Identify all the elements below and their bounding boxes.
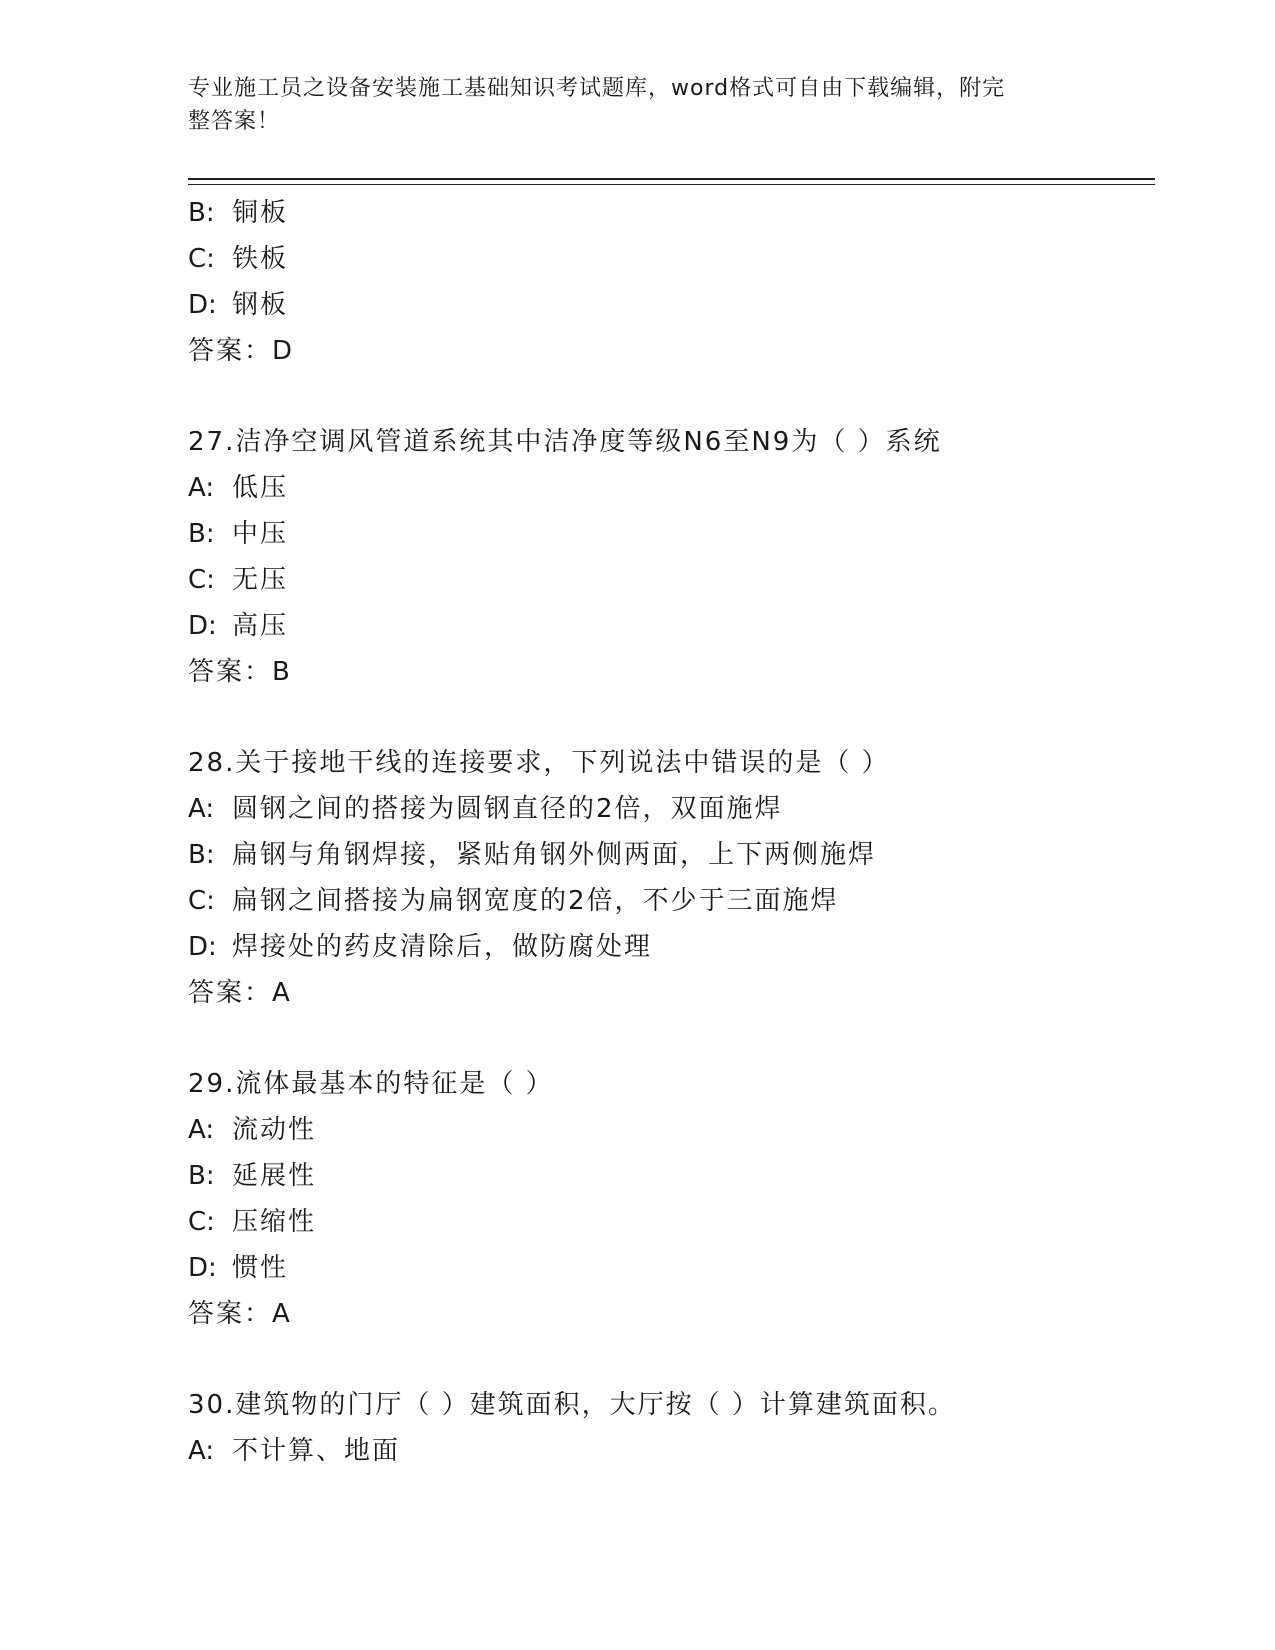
answer-line (188, 649, 1148, 695)
option-letter: B: (188, 198, 215, 228)
option-row (188, 924, 1148, 970)
option-row (188, 1107, 1148, 1153)
option-letter: B: (188, 519, 215, 549)
question-list (188, 190, 1148, 1474)
option-letter: C: (188, 1207, 215, 1237)
answer-value: B (272, 657, 290, 687)
answer-label: 答案： (188, 657, 273, 687)
option-row (188, 236, 1148, 282)
answer-value: D (272, 336, 293, 366)
option-text: 中压 (232, 519, 289, 549)
option-row (188, 282, 1148, 328)
option-text: 圆钢之间的搭接为圆钢直径的2倍，双面施焊 (232, 794, 783, 824)
option-text: 钢板 (232, 290, 289, 320)
option-letter: A: (188, 794, 215, 824)
option-letter: C: (188, 886, 215, 916)
spacer (188, 1337, 1148, 1382)
option-text: 扁钢之间搭接为扁钢宽度的2倍，不少于三面施焊 (232, 886, 839, 916)
option-letter: A: (188, 1115, 215, 1145)
option-row (188, 1199, 1148, 1245)
option-letter: D: (188, 290, 217, 320)
question-stem: 28.关于接地干线的连接要求，下列说法中错误的是（ ） (188, 748, 890, 778)
spacer (188, 1016, 1148, 1061)
question-block-29 (188, 1061, 1148, 1337)
header-rule-thin (188, 184, 1155, 185)
option-text: 焊接处的药皮清除后，做防腐处理 (232, 932, 653, 962)
option-text: 惯性 (232, 1253, 289, 1283)
option-text: 流动性 (232, 1115, 317, 1145)
option-text: 延展性 (232, 1161, 317, 1191)
option-row (188, 878, 1148, 924)
question-block-27 (188, 419, 1148, 695)
spacer (188, 374, 1148, 419)
answer-line (188, 970, 1148, 1016)
option-row (188, 190, 1148, 236)
answer-label: 答案： (188, 978, 273, 1008)
option-row (188, 557, 1148, 603)
question-stem: 29.流体最基本的特征是（ ） (188, 1069, 554, 1099)
question-stem: 30.建筑物的门厅（ ）建筑面积，大厅按（ ）计算建筑面积。 (188, 1390, 956, 1420)
question-stem: 27.洁净空调风管道系统其中洁净度等级N6至N9为（ ）系统 (188, 427, 942, 457)
option-row (188, 786, 1148, 832)
answer-value: A (272, 1299, 290, 1329)
option-text: 低压 (232, 473, 289, 503)
question-block-30 (188, 1382, 1148, 1474)
option-text: 压缩性 (232, 1207, 317, 1237)
option-letter: D: (188, 932, 217, 962)
header-line-2: 整答案！ (188, 109, 281, 134)
header-rule-thick (188, 178, 1155, 180)
option-text: 无压 (232, 565, 289, 595)
option-letter: D: (188, 611, 217, 641)
option-row (188, 511, 1148, 557)
option-row (188, 1245, 1148, 1291)
option-row (188, 603, 1148, 649)
option-row (188, 832, 1148, 878)
option-row (188, 465, 1148, 511)
option-text: 扁钢与角钢焊接，紧贴角钢外侧两面，上下两侧施焊 (232, 840, 877, 870)
option-text: 高压 (232, 611, 289, 641)
option-row (188, 1428, 1148, 1474)
option-letter: B: (188, 840, 215, 870)
option-letter: A: (188, 1436, 215, 1466)
page-header (188, 72, 1068, 138)
option-row (188, 1153, 1148, 1199)
answer-line (188, 328, 1148, 374)
option-text: 铁板 (232, 244, 289, 274)
spacer (188, 695, 1148, 740)
header-line-1: 专业施工员之设备安装施工基础知识考试题库，word格式可自由下载编辑，附完 (188, 76, 1006, 101)
option-letter: C: (188, 244, 215, 274)
option-letter: A: (188, 473, 215, 503)
answer-value: A (272, 978, 290, 1008)
option-text: 不计算、地面 (232, 1436, 401, 1466)
prev-question-block (188, 190, 1148, 374)
answer-label: 答案： (188, 1299, 273, 1329)
option-letter: D: (188, 1253, 217, 1283)
question-block-28 (188, 740, 1148, 1016)
option-letter: B: (188, 1161, 215, 1191)
answer-label: 答案： (188, 336, 273, 366)
option-letter: C: (188, 565, 215, 595)
option-text: 铜板 (232, 198, 289, 228)
answer-line (188, 1291, 1148, 1337)
